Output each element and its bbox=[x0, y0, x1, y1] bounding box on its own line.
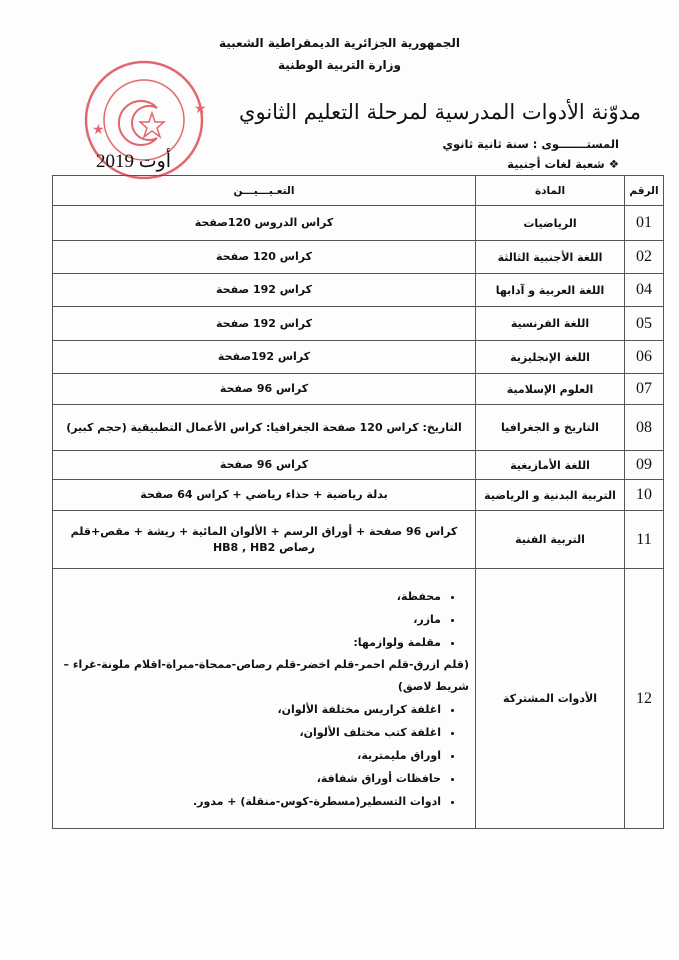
row-subject: اللغة الأجنبية الثالثة bbox=[476, 241, 625, 274]
row-subject: الرياضيات bbox=[476, 206, 625, 241]
common-items-list bbox=[57, 585, 471, 654]
row-num: 05 bbox=[625, 307, 664, 341]
row-content bbox=[53, 569, 476, 829]
date-label: أوت 2019 bbox=[96, 151, 172, 172]
header-content: التعـيـــيـــن bbox=[53, 176, 476, 206]
row-content: كراس 96 صفحة bbox=[53, 451, 476, 480]
table-row bbox=[53, 274, 664, 307]
table-row bbox=[53, 405, 664, 451]
row-num: 12 bbox=[625, 569, 664, 829]
row-num: 06 bbox=[625, 341, 664, 374]
header-num: الرقم bbox=[625, 176, 664, 206]
page-title: مدوّنة الأدوات المدرسية لمرحلة التعليم الثانوي bbox=[239, 100, 641, 124]
row-content: كراس 192صفحة bbox=[53, 341, 476, 374]
row-subject: الأدوات المشتركة bbox=[476, 569, 625, 829]
row-content: كراس 192 صفحة bbox=[53, 274, 476, 307]
row-subject: اللغة العربية و آدابها bbox=[476, 274, 625, 307]
row-content: كراس الدروس 120صفحة bbox=[53, 206, 476, 241]
table-row bbox=[53, 307, 664, 341]
list-item: • حافظات أوراق شفافة، bbox=[57, 767, 441, 790]
list-item: • اوراق مليمترية، bbox=[57, 744, 441, 767]
list-item: • اغلفة كراريس مختلفة الألوان، bbox=[57, 698, 441, 721]
row-subject: التاريخ و الجغرافيا bbox=[476, 405, 625, 451]
list-item: • ادوات التسطير(مسطرة-كوس-منقلة) + مدور. bbox=[57, 790, 441, 813]
header-subject: المادة bbox=[476, 176, 625, 206]
table-row bbox=[53, 374, 664, 405]
row-subject: اللغة الفرنسية bbox=[476, 307, 625, 341]
bullet-icon: ❖ bbox=[608, 157, 619, 171]
svg-text:★: ★ bbox=[92, 122, 105, 138]
table-header-row bbox=[53, 176, 664, 206]
row-subject: التربية البدنية و الرياضية bbox=[476, 480, 625, 511]
list-item: • مازر، bbox=[57, 608, 441, 631]
stream-text: شعبة لغات أجنبية bbox=[507, 157, 605, 171]
row-content: التاريخ: كراس 120 صفحة الجغرافيا: كراس الأعمال التطبيقية (حجم كبير) bbox=[53, 405, 476, 451]
list-item: • مقلمة ولوازمها: bbox=[57, 631, 441, 654]
ministry-heading: وزارة التربية الوطنية bbox=[277, 58, 401, 72]
row-num: 11 bbox=[625, 511, 664, 569]
stream-label bbox=[507, 157, 619, 171]
row-num: 01 bbox=[625, 206, 664, 241]
row-num: 09 bbox=[625, 451, 664, 480]
level-label: المستـــــــوى : سنة ثانية ثانوي bbox=[442, 137, 619, 151]
row-num: 04 bbox=[625, 274, 664, 307]
row-subject: العلوم الإسلامية bbox=[476, 374, 625, 405]
table-row bbox=[53, 480, 664, 511]
row-num: 10 bbox=[625, 480, 664, 511]
list-item: • اغلفة كتب مختلف الألوان، bbox=[57, 721, 441, 744]
list-item: • محفظة، bbox=[57, 585, 441, 608]
common-items-list-2 bbox=[57, 698, 471, 813]
row-num: 02 bbox=[625, 241, 664, 274]
row-num: 07 bbox=[625, 374, 664, 405]
row-content: كراس 96 صفحة + أوراق الرسم + الألوان المائية + ريشة + مقص+قلم رصاص HB8 , HB2 bbox=[53, 511, 476, 569]
row-num: 08 bbox=[625, 405, 664, 451]
table-row bbox=[53, 511, 664, 569]
republic-heading: الجمهورية الجزائرية الديمقراطية الشعبية bbox=[218, 36, 461, 50]
table-row bbox=[53, 241, 664, 274]
svg-text:★: ★ bbox=[194, 101, 207, 117]
table-row bbox=[53, 569, 664, 829]
table-row bbox=[53, 451, 664, 480]
row-content: كراس 96 صفحة bbox=[53, 374, 476, 405]
supplies-table bbox=[52, 175, 664, 829]
row-content: كراس 120 صفحة bbox=[53, 241, 476, 274]
table-row bbox=[53, 341, 664, 374]
row-subject: اللغة الأمازيغية bbox=[476, 451, 625, 480]
row-content: بدلة رياضية + حذاء رياضي + كراس 64 صفحة bbox=[53, 480, 476, 511]
row-subject: اللغة الإنجليزية bbox=[476, 341, 625, 374]
row-subject: التربية الفنية bbox=[476, 511, 625, 569]
table-row bbox=[53, 206, 664, 241]
row-content: كراس 192 صفحة bbox=[53, 307, 476, 341]
pencil-case-contents: (قلم ازرق-قلم احمر-قلم اخضر-قلم رصاص-ممحاة-مبراة-اقلام ملونة-غراء – شريط لاصق) bbox=[63, 657, 469, 693]
